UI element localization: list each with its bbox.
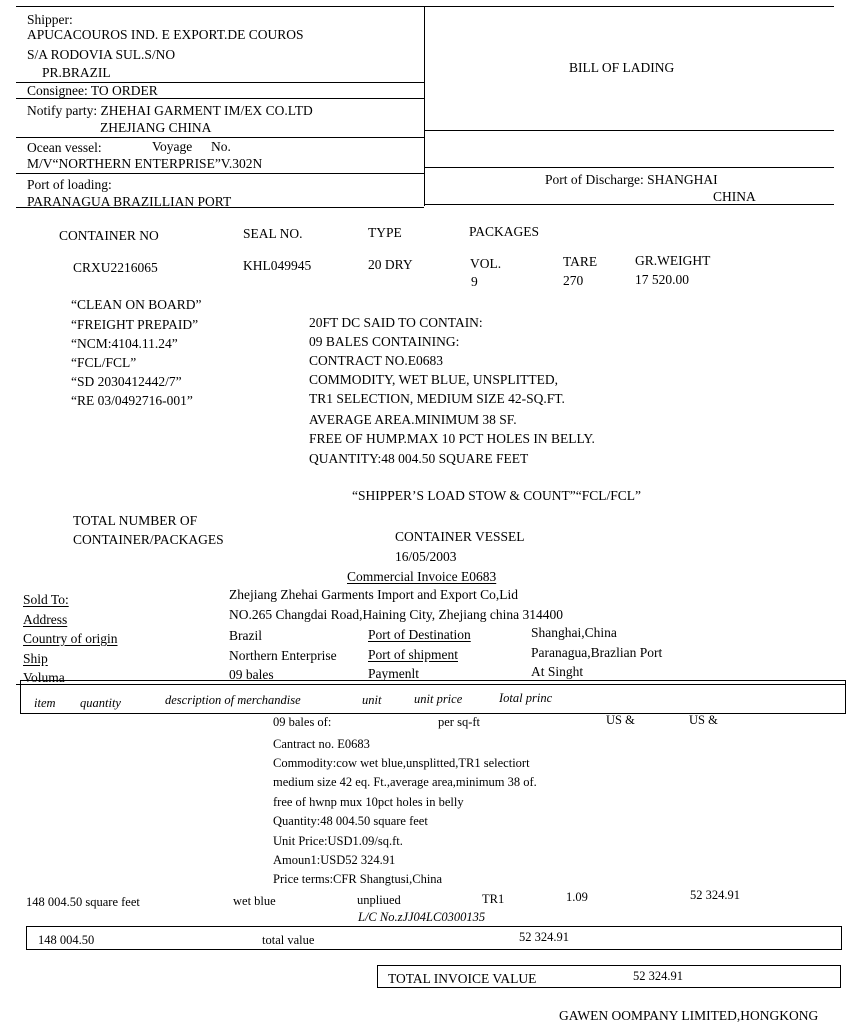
line-sub: unpliued [357,893,401,907]
volume-value: 09 bales [229,667,274,682]
description-line: CONTRACT NO.E0683 [309,353,444,368]
total-number-label-1: TOTAL NUMBER OF [73,513,198,528]
col-unit: unit [362,693,382,707]
line-total: 52 324.91 [690,888,740,902]
top-border [16,6,834,7]
shipper-line-1: APUCACOUROS IND. E EXPORT.DE COUROS [27,27,304,42]
origin-value: Brazil [229,628,262,643]
type-value: 20 DRY [368,257,413,272]
divider-right-3 [424,204,834,205]
header-vol: VOL. [470,256,502,271]
shipper-label: Shipper: [27,12,73,27]
divider-notify [16,137,424,138]
vessel-value: M/V“NORTHERN ENTERPRISE”V.302N [27,156,263,171]
seal-no-value: KHL049945 [243,258,312,273]
consignee-value: TO ORDER [90,83,158,98]
container-vessel: CONTAINER VESSEL [395,529,525,544]
detail-line: medium size 42 eq. Ft.,average area,minimum 38 of. [273,775,537,789]
divider-right-2 [424,167,834,168]
header-container-no: CONTAINER NO [59,228,159,243]
discharge-field [545,173,718,187]
shipper-line-3: PR.BRAZIL [42,65,111,80]
total-row [26,926,842,950]
total-row-label: total value [262,933,315,947]
detail-line: Commodity:cow wet blue,unsplitted,TR1 selectiort [273,756,530,770]
divider-consignee [16,98,424,99]
ship-label: Ship [23,651,48,666]
divider-vessel [16,173,424,174]
ship-value: Northern Enterprise [229,648,337,663]
description-line: 09 BALES CONTAINING: [309,334,460,349]
payment-label: Paymenlt [368,666,419,681]
header-tare: TARE [563,254,598,269]
header-gr-weight: GR.WEIGHT [635,253,711,268]
gr-weight-value: 17 520.00 [635,272,689,287]
col-item: item [34,696,56,710]
description-line: COMMODITY, WET BLUE, UNSPLITTED, [309,372,558,387]
header-type: TYPE [368,225,402,240]
description-line: FREE OF HUMP.MAX 10 PCT HOLES IN BELLY. [309,431,595,446]
discharge-country: CHINA [713,189,756,204]
row-head-unit: per sq-ft [438,715,480,729]
shipper-line-2: S/A RODOVIA SUL.S/NO [27,47,176,62]
remark-item: “FCL/FCL” [71,355,137,370]
loading-value: PARANAGUA BRAZILLIAN PORT [27,194,232,209]
col-unit-price: unit price [414,692,463,706]
discharge-label: Port of Discharge: [545,172,644,187]
loading-label: Port of loading: [27,177,112,192]
detail-line: Amoun1:USD52 324.91 [273,853,396,867]
total-number-label-2: CONTAINER/PACKAGES [73,532,224,547]
vessel-label: Ocean vessel: [27,140,102,155]
divider-right-1 [424,130,834,131]
description-line: AVERAGE AREA.MINIMUM 38 SF. [309,412,517,427]
tare-value: 270 [563,273,584,288]
detail-line: Quantity:48 004.50 square feet [273,814,428,828]
remark-item: “FREIGHT PREPAID” [71,317,199,332]
col-total-price: Iotal princ [499,691,553,705]
remark-item: “CLEAN ON BOARD” [71,297,202,312]
header-packages: PACKAGES [469,224,540,239]
detail-line: Unit Price:USD1.09/sq.ft. [273,834,403,848]
discharge-value: SHANGHAI [647,172,718,187]
remark-item: “NCM:4104.11.24” [71,336,178,351]
detail-line: Cantract no. E0683 [273,737,370,751]
line-grade: TR1 [482,892,505,906]
shipment-value: Paranagua,Brazlian Port [531,645,663,660]
sold-to-value: Zhejiang Zhehai Garments Import and Export Co,Lid [229,587,519,602]
document-title: BILL OF LADING [569,60,675,75]
notify-line-2: ZHEJIANG CHINA [100,120,212,135]
lc-number: L/C No.zJJ04LC0300135 [358,910,486,924]
destination-value: Shanghai,China [531,625,617,640]
col-description: description of merchandise [165,693,301,707]
consignee-field [27,84,158,98]
origin-label: Country of origin [23,631,118,646]
total-invoice-amount: 52 324.91 [633,969,683,983]
col-quantity: quantity [80,696,121,710]
notify-line-1: ZHEHAI GARMENT IM/EX CO.LTD [100,103,313,118]
vol-value: 9 [471,274,478,289]
description-line: TR1 SELECTION, MEDIUM SIZE 42-SQ.FT. [309,391,565,406]
center-divider [424,6,425,206]
line-quantity: 148 004.50 square feet [26,895,140,909]
description-line: 20FT DC SAID TO CONTAIN: [309,315,483,330]
line-unit-price: 1.09 [566,890,588,904]
stow-note: “SHIPPER’S LOAD STOW & COUNT”“FCL/FCL” [352,488,642,503]
container-no-value: CRXU2216065 [73,260,158,275]
total-invoice-label: TOTAL INVOICE VALUE [388,971,537,986]
total-row-quantity: 148 004.50 [38,933,95,947]
detail-line: Price terms:CFR Shangtusi,China [273,872,443,886]
total-row-amount: 52 324.91 [519,930,569,944]
address-value: NO.265 Changdai Road,Haining City, Zhejiang china 314400 [229,607,563,622]
voyage-no-label: No. [211,139,231,154]
description-line: QUANTITY:48 004.50 SQUARE FEET [309,451,529,466]
destination-label: Port of Destination [368,627,471,642]
invoice-title: Commercial Invoice E0683 [347,569,497,584]
remark-item: “RE 03/0492716-001” [71,393,193,408]
line-desc: wet blue [233,894,276,908]
address-label: Address [23,612,68,627]
notify-label: Notify party: [27,103,98,118]
remark-item: “SD 2030412442/7” [71,374,182,389]
issue-date: 16/05/2003 [395,549,457,564]
row-head-currency-1: US & [606,713,635,727]
sold-to-label: Sold To: [23,592,69,607]
voyage-label: Voyage [152,139,193,154]
header-seal-no: SEAL NO. [243,226,303,241]
shipment-label: Port of shipment [368,647,458,662]
detail-line: free of hwnp mux 10pct holes in belly [273,795,464,809]
volume-label: Voluma [23,670,65,685]
issuer-company: GAWEN OOMPANY LIMITED,HONGKONG [559,1008,819,1023]
row-head-desc: 09 bales of: [273,715,332,729]
payment-value: At Singht [531,664,584,679]
notify-field [27,104,313,118]
row-head-currency-2: US & [689,713,718,727]
consignee-label: Consignee: [27,83,88,98]
